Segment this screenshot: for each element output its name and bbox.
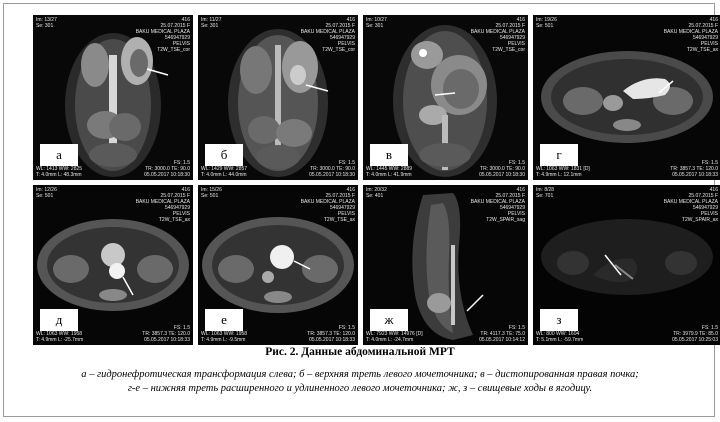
panel-info-top-left: Im: 20/32 Se: 401 — [366, 187, 387, 199]
panel-info-top-left: Im: 11/27 Se: 301 — [201, 17, 222, 29]
panel-info-bottom-left: WL: 1429 WW: 2857 T: 4.0mm L: 44.0mm — [201, 166, 248, 178]
mri-panel-v — [363, 15, 528, 180]
figure-caption — [40, 368, 680, 396]
caption-line: г-е – нижняя треть расширенного и удлиненного левого мочеточника; ж, з – свищевые ходы в ягодицу. — [127, 383, 593, 394]
panel-label: г — [540, 144, 578, 166]
panel-info-top-right: 416 25.07.2015 F BAKU MEDICAL PLAZA 546947929 PELVIS T2W_TSE_cor — [470, 17, 525, 53]
panel-info-bottom-left: WL: 1063 WW: 1958 T: 4.9mm L: -25.7mm — [36, 331, 84, 343]
panel-info-bottom-right: FS: 1.5 TR: 3979.9 TE: 85.0 05.05.2017 10:25:03 — [672, 325, 718, 343]
panel-info-bottom-right: FS: 1.5 TR: 3857.3 TE: 120.0 05.05.2017 10:18:33 — [307, 325, 355, 343]
panel-info-top-right: 416 25.07.2015 F BAKU MEDICAL PLAZA 546947929 PELVIS T2W_TSE_ax — [135, 187, 190, 223]
panel-info-top-right: 416 25.07.2015 F BAKU MEDICAL PLAZA 546947929 PELVIS T2W_TSE_cor — [135, 17, 190, 53]
panel-info-top-right: 416 25.07.2015 F BAKU MEDICAL PLAZA 546947929 PELVIS T2W_SPAIR_ax — [663, 187, 718, 223]
mri-panel-a — [33, 15, 193, 180]
panel-label: в — [370, 144, 408, 166]
mri-panel-e — [198, 185, 358, 345]
panel-info-bottom-left: WL: 1413 WW: 2825 T: 4.0mm L: 48.3mm — [36, 166, 83, 178]
panel-info-bottom-right: FS: 1.5 TR: 3000.0 TE: 90.0 05.05.2017 10:18:30 — [144, 160, 190, 178]
panel-info-bottom-right: FS: 1.5 TR: 3857.3 TE: 120.0 05.05.2017 10:18:33 — [142, 325, 190, 343]
panel-info-top-left: Im: 12/26 Se: 501 — [36, 187, 57, 199]
panel-info-top-left: Im: 10/27 Se: 301 — [366, 17, 387, 29]
panel-info-bottom-right: FS: 1.5 TR: 4117.3 TE: 75.0 05.05.2017 10:14:12 — [479, 325, 525, 343]
panel-info-bottom-left: WL: 800 WW: 1604 T: 5.1mm L: -59.7mm — [536, 331, 584, 343]
mri-panel-b — [198, 15, 358, 180]
mri-panel-d — [33, 185, 193, 345]
panel-label: б — [205, 144, 243, 166]
figure-title: Рис. 2. Данные абдоминальной МРТ — [265, 346, 455, 358]
panel-info-top-left: Im: 13/27 Se: 301 — [36, 17, 57, 29]
mri-panel-zh — [363, 185, 528, 345]
mri-panel-g — [533, 15, 720, 180]
panel-info-bottom-right: FS: 1.5 TR: 3000.0 TE: 90.0 05.05.2017 10:18:30 — [309, 160, 355, 178]
panel-label: з — [540, 309, 578, 331]
panel-info-top-left: Im: 15/26 Se: 501 — [201, 187, 222, 199]
caption-line: а – гидронефротическая трансформация слева; б – верхняя треть левого мочеточника; в – дистопированная правая почка; — [81, 369, 639, 380]
panel-info-bottom-right: FS: 1.5 TR: 3857.3 TE: 120.0 05.05.2017 10:18:33 — [670, 160, 718, 178]
panel-info-bottom-right: FS: 1.5 TR: 3000.0 TE: 90.0 05.05.2017 10:18:30 — [479, 160, 525, 178]
panel-info-bottom-left: WL: 1063 WW: 1831 [D] T: 4.9mm L: 12.1mm — [536, 166, 590, 178]
mri-panel-z — [533, 185, 720, 345]
panel-label: д — [40, 309, 78, 331]
panel-info-top-right: 416 25.07.2015 F BAKU MEDICAL PLAZA 546947929 PELVIS T2W_TSE_ax — [663, 17, 718, 53]
panel-info-bottom-left: WL: 1063 WW: 1958 T: 4.9mm L: -9.5mm — [201, 331, 248, 343]
panel-info-bottom-left: WL: 7923 WW: 14976 [D] T: 4.0mm L: -24.7mm — [366, 331, 423, 343]
panel-info-bottom-left: WL: 1445 WW: 2889 T: 4.0mm L: 41.9mm — [366, 166, 413, 178]
panel-info-top-right: 416 25.07.2015 F BAKU MEDICAL PLAZA 546947929 PELVIS T2W_SPAIR_sag — [470, 187, 525, 223]
panel-info-top-left: Im: 8/28 Se: 701 — [536, 187, 555, 199]
panel-info-top-right: 416 25.07.2015 F BAKU MEDICAL PLAZA 546947929 PELVIS T2W_TSE_cor — [300, 17, 355, 53]
panel-label: а — [40, 144, 78, 166]
panel-label: ж — [370, 309, 408, 331]
panel-info-top-left: Im: 19/26 Se: 501 — [536, 17, 557, 29]
panel-info-top-right: 416 25.07.2015 F BAKU MEDICAL PLAZA 546947929 PELVIS T2W_TSE_ax — [300, 187, 355, 223]
panel-label: е — [205, 309, 243, 331]
